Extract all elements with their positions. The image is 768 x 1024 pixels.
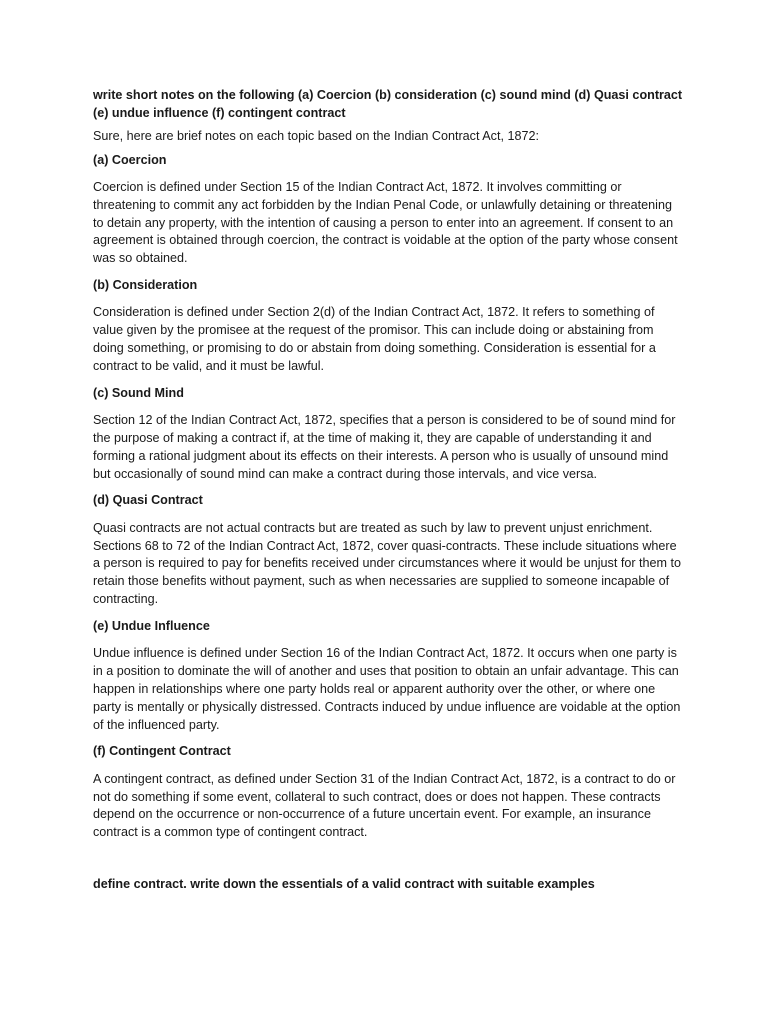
section-heading: (e) Undue Influence xyxy=(93,618,210,633)
question-1: write short notes on the following (a) Coercion (b) consideration (c) sound mind (d) Quasi contract (e) undue influence (f) contingent contract xyxy=(93,88,683,120)
section-body: Coercion is defined under Section 15 of the Indian Contract Act, 1872. It involves committing or threatening to commit any act forbidden by the Indian Penal Code, or unlawfully detaining or threatening to detain any property, with the intention of causing a person to enter into an agreement. If consent to an agreement is obtained through coercion, the contract is voidable at the option of the party whose consent was so obtained. xyxy=(93,180,678,266)
section-body: Section 12 of the Indian Contract Act, 1872, specifies that a person is considered to be of sound mind for the purpose of making a contract if, at the time of making it, they are capable of understanding it and forming a rational judgment about its effects on their interests. A person who is usually of unsound mind but occasionally of sound mind can make a contract during those intervals, and vice versa. xyxy=(93,413,676,481)
section-contingent-contract xyxy=(93,743,683,842)
section-undue-influence xyxy=(93,618,683,734)
question-2: define contract. write down the essentials of a valid contract with suitable examples xyxy=(93,877,595,892)
intro-text: Sure, here are brief notes on each topic based on the Indian Contract Act, 1872: xyxy=(93,129,539,143)
section-body: Consideration is defined under Section 2(d) of the Indian Contract Act, 1872. It refers to something of value given by the promisee at the request of the promisor. This can include doing or abstaining from doing something, or promising to do or abstain from doing something. Consideration is essential for a contract to be valid, and it must be lawful. xyxy=(93,305,656,373)
section-sound-mind xyxy=(93,385,683,484)
section-heading: (a) Coercion xyxy=(93,152,167,167)
section-body: Quasi contracts are not actual contracts but are treated as such by law to prevent unjust enrichment. Sections 68 to 72 of the Indian Contract Act, 1872, cover quasi-contracts. These include situations where a person is required to pay for benefits received under circumstances where it would be unjust for them to retain those benefits without payment, such as when necessaries are supplied to someone incapable of contracting. xyxy=(93,520,682,607)
section-coercion xyxy=(93,152,683,268)
section-heading: (c) Sound Mind xyxy=(93,385,184,400)
section-consideration xyxy=(93,277,683,376)
section-body: A contingent contract, as defined under Section 31 of the Indian Contract Act, 1872, is a contract to do or not do something if some event, collateral to such contract, does or does not happen. These contracts depend on the occurrence or non-occurrence of a future uncertain event. For example, an insurance contract is a common type of contingent contract. xyxy=(93,771,676,840)
document-page xyxy=(93,87,683,894)
section-heading: (d) Quasi Contract xyxy=(93,493,203,508)
section-body: Undue influence is defined under Section 16 of the Indian Contract Act, 1872. It occurs when one party is in a position to dominate the will of another and uses that position to obtain an unfair advantage. This can happen in relationships where one party holds real or apparent authority over the other, or where one party is mentally or physically distressed. Contracts induced by undue influence are voidable at the option of the influenced party. xyxy=(93,646,681,732)
section-quasi-contract xyxy=(93,492,683,608)
section-heading: (b) Consideration xyxy=(93,277,198,292)
section-heading: (f) Contingent Contract xyxy=(93,744,231,759)
